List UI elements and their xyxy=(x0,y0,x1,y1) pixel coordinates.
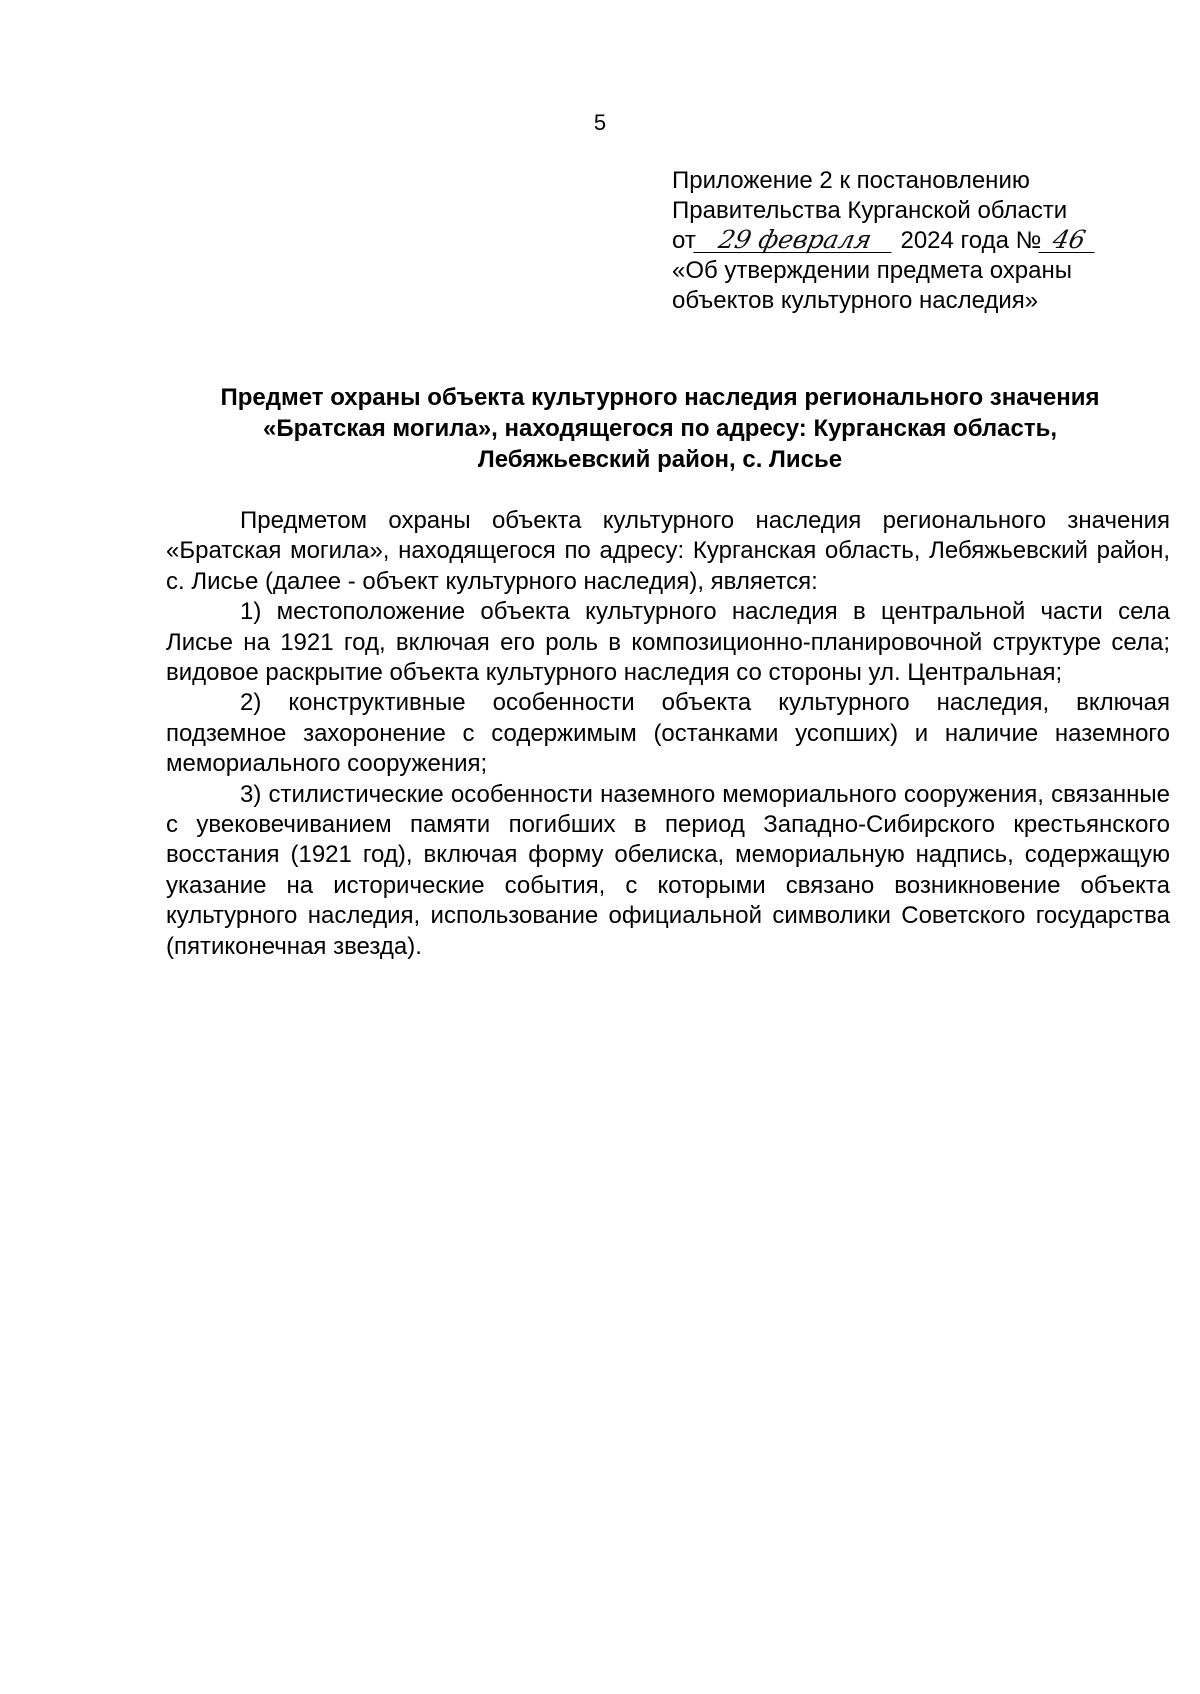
document-body xyxy=(166,506,1170,962)
title-line-1: Предмет охраны объекта культурного наследия регионального значения xyxy=(220,384,1100,411)
annex-date-line xyxy=(672,226,1172,256)
list-item-3: 3) стилистические особенности наземного мемориального сооружения, связанные с увековечиванием памяти погибших в период Западно-Сибирского крестьянского восстания (1921 год), включая форму обелиска, мемориальную надпись, содержащую указание на исторические события, с которыми связано возникновение объекта культурного наследия, использование официальной символики Советского государства (пятиконечная звезда). xyxy=(166,780,1170,960)
page-number: 5 xyxy=(593,110,607,135)
annex-header xyxy=(672,166,1172,316)
year-text: 2024 года № xyxy=(900,227,1042,254)
intro-paragraph: Предметом охраны объекта культурного наследия регионального значения «Братская могила», находящегося по адресу: Курганская область, Лебяжьевский район, с. Лисье (далее - объект культурного наследия), является: xyxy=(166,507,1170,595)
list-item-2: 2) конструктивные особенности объекта культурного наследия, включая подземное захоронение с содержимым (останками усопших) и наличие наземного мемориального сооружения; xyxy=(166,689,1170,778)
annex-line-1: Приложение 2 к постановлению xyxy=(672,167,1030,194)
title-line-3: Лебяжьевский район, с. Лисье xyxy=(477,446,843,473)
list-item-1: 1) местоположение объекта культурного наследия в центральной части села Лисье на 1921 год, включая его роль в композиционно-планировочной структуре села; видовое раскрытие объекта культурного наследия со стороны ул. Центральная; xyxy=(166,598,1170,687)
handwritten-date: 29 февраля xyxy=(693,228,896,253)
annex-line-5: объектов культурного наследия» xyxy=(672,287,1039,314)
date-prefix: от xyxy=(672,227,696,254)
title-line-2: «Братская могила», находящегося по адресу: Курганская область, xyxy=(262,415,1058,442)
handwritten-number: 46 xyxy=(1039,228,1100,253)
document-title xyxy=(150,382,1170,475)
annex-line-2: Правительства Курганской области xyxy=(672,197,1068,224)
annex-line-4: «Об утверждении предмета охраны xyxy=(672,257,1072,284)
